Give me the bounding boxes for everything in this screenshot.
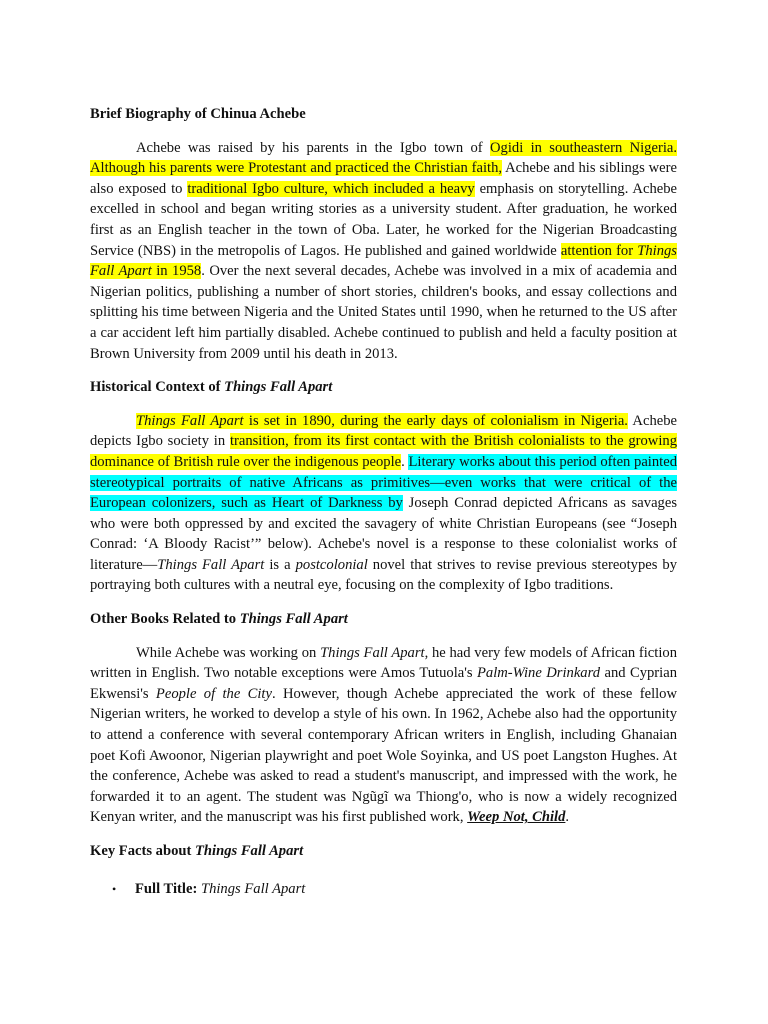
bio-text-2: Achebe and his siblings were also exposed to [90,160,677,197]
hist-text-4: is a [264,556,296,573]
rel-palm-wine: Palm-Wine Drinkard [476,665,601,682]
bio-highlight-3-title: Things Fall Apart [90,242,677,280]
hist-highlight-2: transition, from its first contact with the British colonialists to the growing dominance of British rule over the indigenous people [90,433,677,470]
rel-text-5: . [565,809,570,826]
bio-highlight-2: traditional Igbo culture, which included a heavy [187,180,475,197]
key-facts-list [90,879,677,900]
historical-heading-prefix: Historical Context of [90,379,225,396]
bio-text-1: Achebe was raised by his parents in the Igbo town of [136,139,490,156]
key-facts-heading [90,841,677,862]
bio-text-4: . Over the next several decades, Achebe was involved in a mix of academia and Nigerian politics, publishing a number of short stories, children's books, and essay collections and splitting his time between Nigeria and the United States until 1990, when he returned to the US after a car accident left him partially disabled. Achebe continued to publish and held a faculty position at Brown University from 2009 until his death in 2013. [90,263,677,362]
biography-heading: Brief Biography of Chinua Achebe [90,106,306,122]
historical-context-heading [90,377,677,398]
related-books-heading [90,609,677,630]
weep-not-child-link[interactable]: Weep Not, Child [467,809,566,826]
hist-highlight-1 [136,413,628,429]
rel-people-of-city: People of the City [155,685,272,702]
hist-text-1: Achebe depicts Igbo society in [90,412,677,450]
bullet-icon: • [112,881,117,896]
hist-text-2: . [401,453,409,470]
keyfacts-heading-prefix: Key Facts about [90,843,195,859]
rel-title: Things Fall Apart [320,644,425,661]
hist-title: Things Fall Apart [136,412,244,429]
full-title-label: Full Title: [135,880,198,897]
hist-postcolonial: postcolonial [295,556,368,573]
bio-text-3: emphasis on storytelling. Achebe excelled in school and began writing stories as a university student. After graduation, he worked first as an English teacher in the town of Oba. Later, he worked for the Nigerian Broadcasting Service (NBS) in the metropolis of Lagos. He published and gained worldwide [90,180,677,259]
related-heading-title: Things Fall Apart [239,611,348,628]
related-heading-prefix: Other Books Related to [90,611,240,628]
rel-text-1: While Achebe was working on [136,644,321,661]
bio-highlight-1: Ogidi in southeastern Nigeria. Although his parents were Protestant and practiced the Christian faith, [90,139,677,177]
biography-paragraph [90,138,677,365]
hist-highlight-3: Literary works about this period often painted stereotypical portraits of native Africans as primitives—even works that were critical of the European colonizers, such as Heart of Darkness by [90,453,677,512]
document-body [90,104,677,899]
historical-heading-title: Things Fall Apart [224,379,333,396]
hist-title-2: Things Fall Apart [157,556,265,573]
rel-text-3: and Cyprian Ekwensi's [90,665,677,702]
historical-context-paragraph [90,411,677,596]
hist-text-3: Joseph Conrad depicted Africans as savages who were both oppressed by and excited the savagery of white Christian Europeans (see “Joseph Conrad: ‘A Bloody Racist’” below). Achebe's novel is a response to these colonialist works of literature— [90,495,677,573]
bio-highlight-3b: in 1958 [151,263,202,280]
keyfacts-heading-title: Things Fall Apart [195,843,304,859]
rel-text-2: , he had very few models of African fiction written in English. Two notable exceptions were Amos Tutuola's [90,644,677,682]
full-title-value: Things Fall Apart [200,880,306,897]
list-item [90,879,677,900]
hist-highlight-1-text: is set in 1890, during the early days of colonialism in Nigeria. [243,412,628,429]
rel-text-4: . However, though Achebe appreciated the work of these fellow Nigerian writers, he worked to develop a style of his own. In 1962, Achebe also had the opportunity to attend a conference with several contemporary African writers in English, including Ghanaian poet Kofi Awoonor, Nigerian playwright and poet Wole Soyinka, and US poet Langston Hughes. At the conference, Achebe was asked to read a student's manuscript, and impressed with the work, he forwarded it to an agent. The student was Ngũgĩ wa Thiong'o, who is now a widely recognized Kenyan writer, and the manuscript was his first published work, [90,685,678,826]
bio-highlight-3a: attention for [560,242,638,259]
related-books-paragraph [90,643,677,828]
hist-text-5: novel that strives to revise previous stereotypes by portraying both cultures with a neutral eye, focusing on the complexity of Igbo traditions. [90,556,677,594]
